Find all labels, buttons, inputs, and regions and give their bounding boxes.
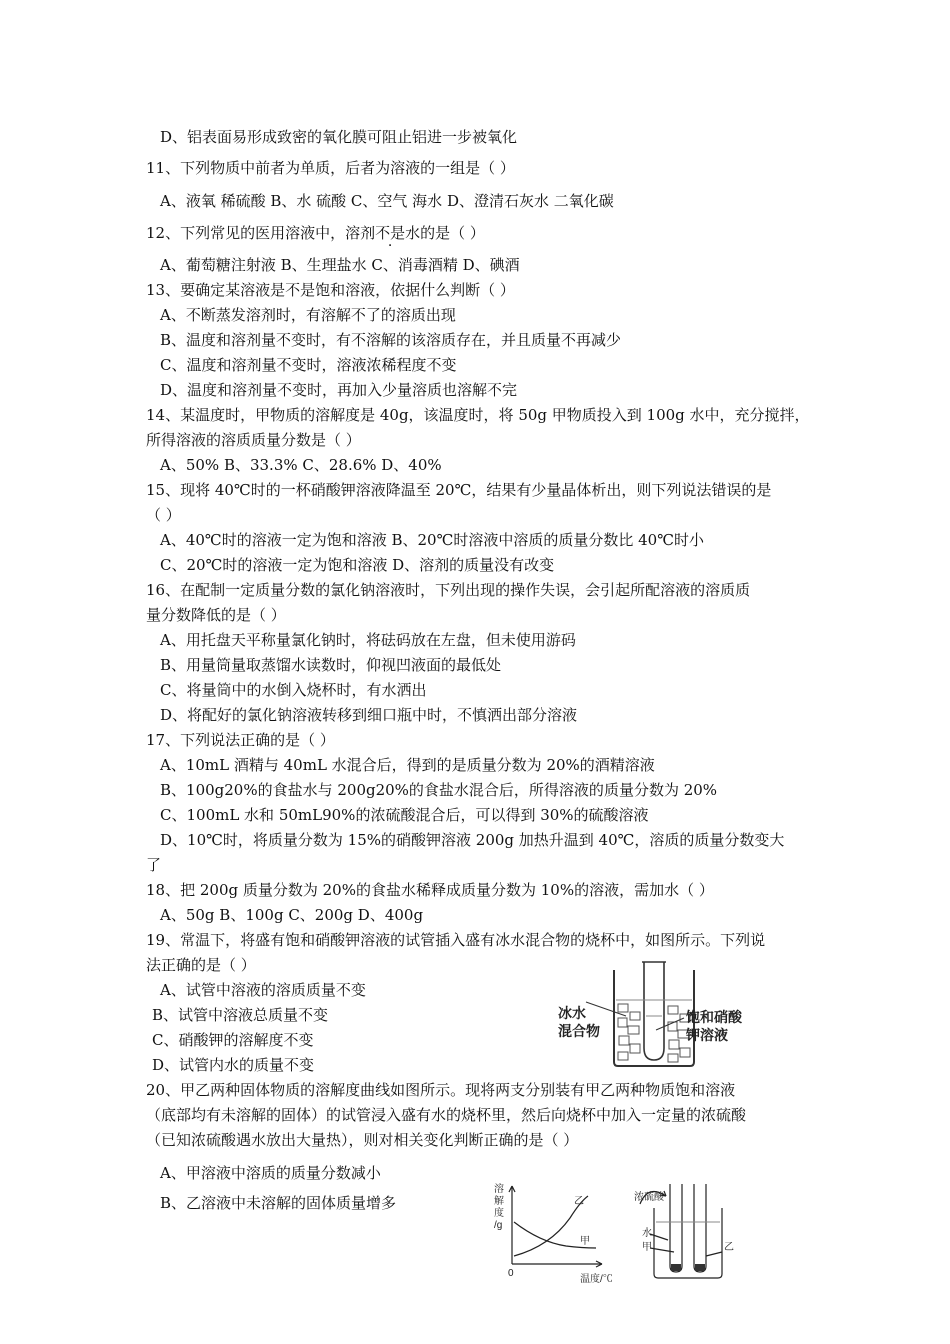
- q10-option-d: D、铝表面易形成致密的氧化膜可阻止铝进一步被氧化: [160, 128, 518, 146]
- q11-stem: 11、下列物质中前者为单质，后者为溶液的一组是（ ）: [146, 159, 515, 177]
- fig20-xlabel: 温度/℃: [580, 1274, 613, 1285]
- fig19-label-icewater-2: 混合物: [558, 1023, 600, 1039]
- q20-stem: 20、甲乙两种固体物质的溶解度曲线如图所示。现将两支分别装有甲乙两种物质饱和溶液: [146, 1081, 736, 1099]
- q16-option-c: C、将量筒中的水倒入烧杯时，有水洒出: [160, 681, 427, 699]
- fig20-yi-label: 乙: [724, 1242, 734, 1253]
- fig20-solid-jia: [671, 1264, 681, 1271]
- fig20-origin: 0: [508, 1268, 514, 1279]
- q13-option-a: A、不断蒸发溶剂时，有溶解不了的溶质出现: [160, 306, 456, 324]
- q19-option-c: C、硝酸钾的溶解度不变: [152, 1031, 314, 1049]
- q20-stem-cont2: （已知浓硫酸遇水放出大量热），则对相关变化判断正确的是（ ）: [146, 1131, 579, 1149]
- fig20-jia-label: 甲: [642, 1242, 652, 1253]
- q12-stem-part1: 12、下列常见的医用溶液中，溶剂: [146, 224, 376, 242]
- q17-stem: 17、下列说法正确的是（ ）: [146, 731, 335, 749]
- q12-stem: [146, 223, 485, 243]
- fig19-label-icewater-1: 冰水: [558, 1005, 586, 1021]
- q19-stem-cont: 法正确的是（ ）: [146, 956, 256, 974]
- q12-options: A、葡萄糖注射液 B、生理盐水 C、消毒酒精 D、碘酒: [160, 256, 520, 274]
- q14-stem: 14、某温度时，甲物质的溶解度是 40g，该温度时，将 50g 甲物质投入到 100g 水中，充分搅拌，: [146, 406, 810, 424]
- fig20-solid-yi: [695, 1264, 705, 1271]
- q15-options-cd: C、20℃时的溶液一定为饱和溶液 D、溶剂的质量没有改变: [160, 556, 555, 574]
- q20-stem-cont1: （底部均有未溶解的固体）的试管浸入盛有水的烧杯里，然后向烧杯中加入一定量的浓硫酸: [146, 1106, 747, 1124]
- q13-option-c: C、温度和溶剂量不变时，溶液浓稀程度不变: [160, 356, 457, 374]
- fig20-beaker-outline: [654, 1208, 722, 1278]
- q17-option-d-cont: 了: [146, 856, 162, 874]
- q17-option-a: A、10mL 酒精与 40mL 水混合后，得到的是质量分数为 20%的酒精溶液: [160, 756, 655, 774]
- q18-stem: 18、把 200g 质量分数为 20%的食盐水稀释成质量分数为 10%的溶液，需加水（ ）: [146, 881, 714, 899]
- q16-option-b: B、用量筒量取蒸馏水读数时，仰视凹液面的最低处: [160, 656, 502, 674]
- ice-cubes: [618, 1004, 690, 1062]
- q14-stem-cont: 所得溶液的溶质质量分数是（ ）: [146, 431, 361, 449]
- q13-stem: 13、要确定某溶液是不是饱和溶液，依据什么判断（ ）: [146, 281, 515, 299]
- q11-options: A、液氧 稀硫酸 B、水 硫酸 C、空气 海水 D、澄清石灰水 二氧化碳: [160, 192, 614, 210]
- q16-stem-cont: 量分数降低的是（ ）: [146, 606, 286, 624]
- test-tube-outline: [644, 962, 664, 1060]
- fig20-ylabel-2: 解: [494, 1196, 504, 1207]
- q17-option-d: D、10℃时，将质量分数为 15%的硝酸钾溶液 200g 加热升温到 40℃，溶质的质量分数变大: [160, 831, 785, 849]
- q12-emphasis: 不是: [375, 224, 406, 242]
- q13-option-b: B、温度和溶剂量不变时，有不溶解的该溶质存在，并且质量不再减少: [160, 331, 622, 349]
- q15-options-ab: A、40℃时的溶液一定为饱和溶液 B、20℃时溶液中溶质的质量分数比 40℃时小: [160, 531, 704, 549]
- fig20-acid-label: 浓硫酸: [634, 1192, 664, 1203]
- fig20-tube-jia: [670, 1184, 682, 1272]
- fig20-water-label: 水: [642, 1228, 652, 1239]
- fig20-ylabel-4: /g: [494, 1220, 503, 1231]
- q19-option-d: D、试管内水的质量不变: [152, 1056, 315, 1074]
- q15-stem-cont: （ ）: [146, 506, 181, 524]
- fig20-curve-yi-label: 乙: [574, 1196, 584, 1207]
- q19-stem: 19、常温下，将盛有饱和硝酸钾溶液的试管插入盛有冰水混合物的烧杯中，如图所示。下列说: [146, 931, 766, 949]
- q19-option-b: B、试管中溶液总质量不变: [152, 1006, 329, 1024]
- fig20-ylabel-1: 溶: [494, 1184, 504, 1195]
- q17-option-b: B、100g20%的食盐水与 200g20%的食盐水混合后，所得溶液的质量分数为 20%: [160, 781, 718, 799]
- q13-option-d: D、温度和溶剂量不变时，再加入少量溶质也溶解不完: [160, 381, 518, 399]
- fig20-tube-yi: [694, 1184, 706, 1272]
- fig20-ylabel-3: 度: [494, 1208, 504, 1219]
- q17-option-c: C、100mL 水和 50mL90%的浓硫酸混合后，可以得到 30%的硫酸溶液: [160, 806, 649, 824]
- q20-option-a: A、甲溶液中溶质的质量分数减小: [160, 1164, 381, 1182]
- fig19-label-kno3-2: 钾溶液: [686, 1027, 728, 1043]
- q16-option-d: D、将配好的氯化钠溶液转移到细口瓶中时，不慎洒出部分溶液: [160, 706, 578, 724]
- q16-stem: 16、在配制一定质量分数的氯化钠溶液时，下列出现的操作失误，会引起所配溶液的溶质质: [146, 581, 751, 599]
- q20-solubility-figure: [490, 1178, 750, 1288]
- fig20-curve-jia-label: 甲: [580, 1236, 590, 1247]
- q15-stem: 15、现将 40℃时的一杯硝酸钾溶液降温至 20℃，结果有少量晶体析出，则下列说法错误的是: [146, 481, 772, 499]
- q18-options: A、50g B、100g C、200g D、400g: [160, 906, 424, 924]
- q20-option-b: B、乙溶液中未溶解的固体质量增多: [160, 1194, 397, 1212]
- q16-option-a: A、用托盘天平称量氯化钠时，将砝码放在左盘，但未使用游码: [160, 631, 576, 649]
- q19-option-a: A、试管中溶液的溶质质量不变: [160, 981, 366, 999]
- q12-stem-part2: 水的是（ ）: [405, 224, 485, 242]
- fig19-label-kno3-1: 饱和硝酸: [686, 1009, 742, 1025]
- q14-options: A、50% B、33.3% C、28.6% D、40%: [160, 456, 442, 474]
- q19-beaker-figure: [556, 960, 756, 1072]
